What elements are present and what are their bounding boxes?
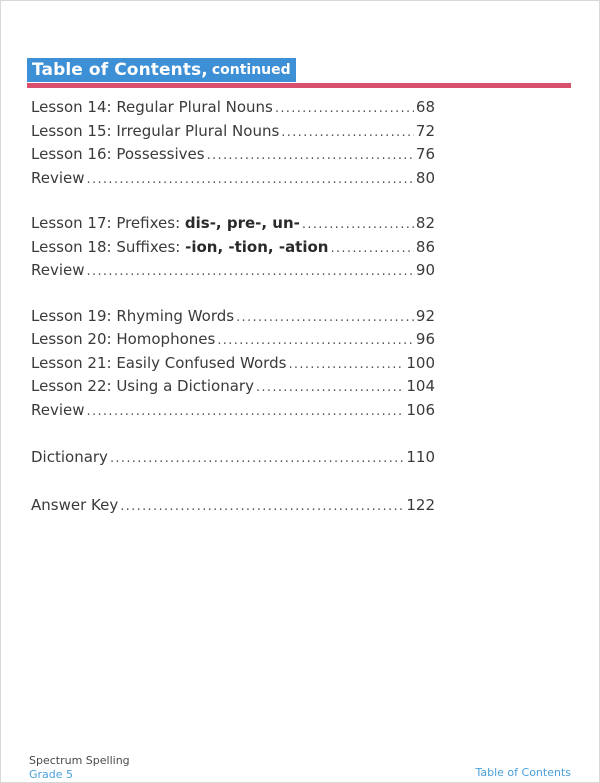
toc-leader (120, 499, 404, 514)
toc-entry-title: Lesson 14: Regular Plural Nouns (31, 98, 273, 116)
toc-entry[interactable] (31, 238, 435, 262)
toc-leader (281, 125, 414, 140)
toc-entry[interactable] (31, 448, 435, 472)
group-spacer (31, 192, 435, 214)
toc-leader (87, 404, 405, 419)
footer-section: Table of Contents (475, 766, 571, 779)
toc-entry-page: 68 (415, 98, 435, 116)
toc-entry-page: 86 (415, 237, 435, 256)
toc-entry[interactable] (31, 307, 435, 331)
toc-leader (110, 451, 404, 466)
toc-leader (288, 357, 404, 372)
toc-entry-title: Lesson 19: Rhyming Words (31, 306, 235, 325)
toc-entry-title (31, 214, 300, 232)
group-spacer (31, 285, 435, 307)
toc-leader (87, 264, 414, 279)
toc-entry-title: Lesson 20: Homophones (31, 330, 216, 348)
toc-entry-title-bold: dis-, pre-, un- (184, 214, 300, 232)
toc-leader (217, 333, 414, 348)
toc-entry-title: Lesson 15: Irregular Plural Nouns (31, 121, 280, 140)
toc-entry-page: 82 (415, 214, 435, 232)
toc-leader (236, 310, 414, 325)
group-spacer (31, 424, 435, 448)
toc-entry[interactable] (31, 354, 435, 378)
toc-entry-page: 122 (406, 495, 435, 514)
toc-entry-page: 104 (406, 377, 435, 395)
toc-entry-title-prefix: Lesson 18: Suffixes: (31, 237, 186, 256)
toc-entry-page: 96 (415, 330, 435, 348)
toc-entry[interactable] (31, 401, 435, 425)
toc-entry-title: Lesson 16: Possessives (31, 145, 205, 163)
footer-series: Spectrum Spelling (29, 754, 130, 767)
toc-entry-title-prefix: Lesson 17: Prefixes: (31, 214, 185, 232)
toc-entry[interactable] (31, 122, 435, 146)
toc-leader (302, 217, 414, 232)
toc-entry-page: 76 (415, 145, 435, 163)
toc-entry-page: 100 (406, 353, 435, 372)
toc-entry-title: Review (31, 400, 85, 419)
header-rule (27, 83, 571, 88)
toc-entry-page: 72 (415, 121, 435, 140)
toc-entry[interactable] (31, 496, 435, 520)
toc-entry-title: Lesson 22: Using a Dictionary (31, 377, 254, 395)
toc-leader (87, 172, 414, 187)
toc-entry[interactable] (31, 261, 435, 285)
toc-entry[interactable] (31, 330, 435, 354)
header-continued: continued (211, 62, 291, 78)
header-title: Table of Contents, (32, 60, 208, 80)
toc-entry-title (31, 238, 328, 256)
toc-entry-page: 92 (415, 306, 435, 325)
section-header (27, 58, 296, 82)
toc-entry-page: 90 (415, 261, 435, 279)
toc-leader (330, 241, 413, 256)
footer-book-info (29, 754, 130, 782)
table-of-contents (31, 98, 435, 519)
toc-entry-page: 80 (415, 168, 435, 187)
toc-entry[interactable] (31, 169, 435, 193)
group-spacer (31, 472, 435, 496)
toc-entry[interactable] (31, 98, 435, 122)
toc-entry[interactable] (31, 377, 435, 401)
toc-entry-title: Review (31, 168, 85, 187)
toc-leader (256, 380, 404, 395)
toc-entry-title-bold: -ion, -tion, -ation (185, 237, 329, 256)
toc-entry-title: Answer Key (31, 495, 119, 514)
toc-entry-title: Lesson 21: Easily Confused Words (31, 353, 287, 372)
toc-entry-page: 106 (406, 400, 435, 419)
toc-entry-page: 110 (406, 448, 435, 466)
footer-grade: Grade 5 (29, 768, 74, 781)
toc-entry[interactable] (31, 214, 435, 238)
toc-entry-title: Review (31, 261, 85, 279)
toc-leader (207, 148, 414, 163)
toc-leader (275, 101, 414, 116)
toc-entry-title: Dictionary (31, 448, 108, 466)
toc-entry[interactable] (31, 145, 435, 169)
